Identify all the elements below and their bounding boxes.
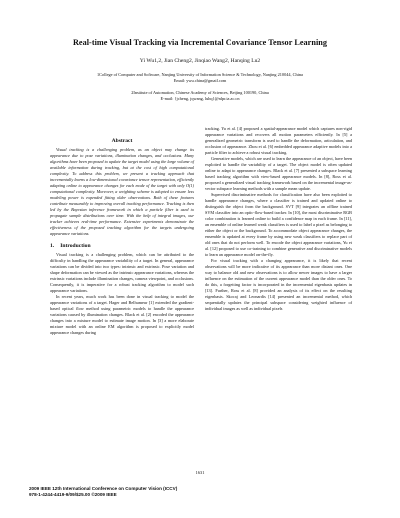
right-paragraph-2: Generative models, which are used to learn the appearance of an object, have been exploited to handle the variability of a target. The object model is often updated online to adapt to appearance changes. Black et al. [7] presented a subspace learning based tracking algorithm with view-based appearance models. In [8], Ross et al. proposed a generalized visual tracking framework based on the incremental image-as-vector subspace learning methods with a sample mean update.	[205, 156, 352, 191]
abstract-heading: Abstract	[111, 138, 133, 144]
conference-footer	[29, 486, 177, 499]
section-title: Introduction	[60, 243, 91, 249]
right-paragraph-1: tracking. Yu et al. [4] proposed a spatial-appearance model which captures non-rigid appearance variations and recovers all motion parameters efficiently. In [5] a generalized geometric transform is used to handle the deformation, articulation, and occlusion of appearance. Zhou et al. [6] embedded appearance adaptive models into a particle filter to achieve a robust visual tracking.	[205, 126, 352, 155]
affiliation-1-email: Email: ywu.china@gmail.com	[173, 78, 227, 83]
right-paragraph-3: Supervised discriminative methods for classification have also been exploited to handle appearance changes, where a classifier is trained and updated online to distinguish the object from the background. SVT [9] integrates an offline trained SVM classifier into an optic-flow-based tracker. In [10], the most discriminative RGB color combination is learned online to build a confidence map in each frame. In [11], an ensemble of online learned weak classifiers is used to label a pixel as belonging to either the object or the background. To accommodate object appearance changes, the ensemble is updated at every frame by using new weak classifiers to replace part of old ones that do not perform well. To encode the object appearance variations, Yu et al. [12] proposed to use co-training to combine generative and discriminative models to learn an appearance model on-the-fly.	[205, 192, 352, 257]
abstract-text: Visual tracking is a challenging problem, as an object may change its appearance due to pose variations, illumination changes, and occlusions. Many algorithms have been proposed to update the target model using the large volume of available information during tracking, but at the cost of high computational complexity. To address this problem, we present a tracking approach that incrementally learns a low-dimensional covariance tensor representation, efficiently adapting online to appearance changes for each mode of the target with only O(1) computational complexity. Moreover, a weighting scheme is adopted to ensure less modeling power is expended fitting older observations. Both of these features contribute measurably to improving overall tracking performance. Tracking is then led by the Bayesian inference framework in which a particle filter is used to propagate sample distributions over time. With the help of integral images, our tracker achieves real-time performance. Extensive experiments demonstrate the effectiveness of the proposed tracking algorithm for the targets undergoing appearance variations.	[50, 147, 194, 236]
affiliation-2: 2Institute of Automation, Chinese Academy of Sciences, Beijing 100190, China	[131, 90, 269, 95]
paper-title: Real-time Visual Tracking via Incremental Covariance Tensor Learning	[72, 38, 328, 47]
left-column	[50, 138, 194, 336]
author-list: Yi Wu1,2, Jian Cheng2, Jinqiao Wang2, Hanqing Lu2	[139, 58, 261, 64]
right-column	[205, 126, 352, 312]
affiliation-1: 1College of Computer and Software, Nanjing University of Information Science & Technology, Nanjing 210044, China	[97, 72, 303, 77]
affiliation-2-email: E-mail: {jcheng, jqwang, luhq}@nlpr.ia.ac.cn	[160, 96, 240, 101]
section-number: 1.	[50, 243, 55, 249]
page-number: 1631	[195, 470, 205, 475]
footer-isbn-line: 978-1-4244-4419-9/09/$25.00 ©2009 IEEE	[29, 492, 117, 498]
intro-paragraph-2: In recent years, much work has been done in visual tracking to model the appearance variations of a target. Hager and Belhumeur [1] extended the gradient-based optical flow method using parametric models to handle the appearance variations caused by illumination changes. Black et al. [2] encoded the appearance changes into a mixture model to estimate image motion. In [3] a more elaborate mixture model with an online EM algorithm is proposed to explicitly model appearance changes during	[50, 294, 194, 335]
right-paragraph-4: For visual tracking with a changing appearance, it is likely that recent observations will be more indicative of its appearance than more distant ones. One way to balance old and new observations is to allow newer images to have a larger influence on the estimation of the current appearance model than the older ones. To do this, a forgetting factor is incorporated in the incremental eigenbasis updates in [13]. Further, Ross et al. [8] provided an analysis of its effect on the resulting eigenbasis. Skocaj and Leonardis [14] presented an incremental method, which sequentially updates the principal subspace considering weighted influence of individual images as well as individual pixels	[205, 258, 352, 311]
footer-conference-line: 2009 IEEE 12th International Conference on Computer Vision (ICCV)	[29, 486, 178, 491]
intro-paragraph-1: Visual tracking is a challenging problem, which can be attributed to the difficulty in handling the appearance variability of a target. In general, appearance variations can be divided into two types: intrinsic and extrinsic. Pose variation and shape deformation can be viewed as the intrinsic appearance variations, whereas the extrinsic variations include illumination changes, camera viewpoint, and occlusions. Consequently, it is imperative for a robust tracking algorithm to model such appearance variations.	[50, 252, 194, 293]
section-heading	[50, 243, 194, 249]
